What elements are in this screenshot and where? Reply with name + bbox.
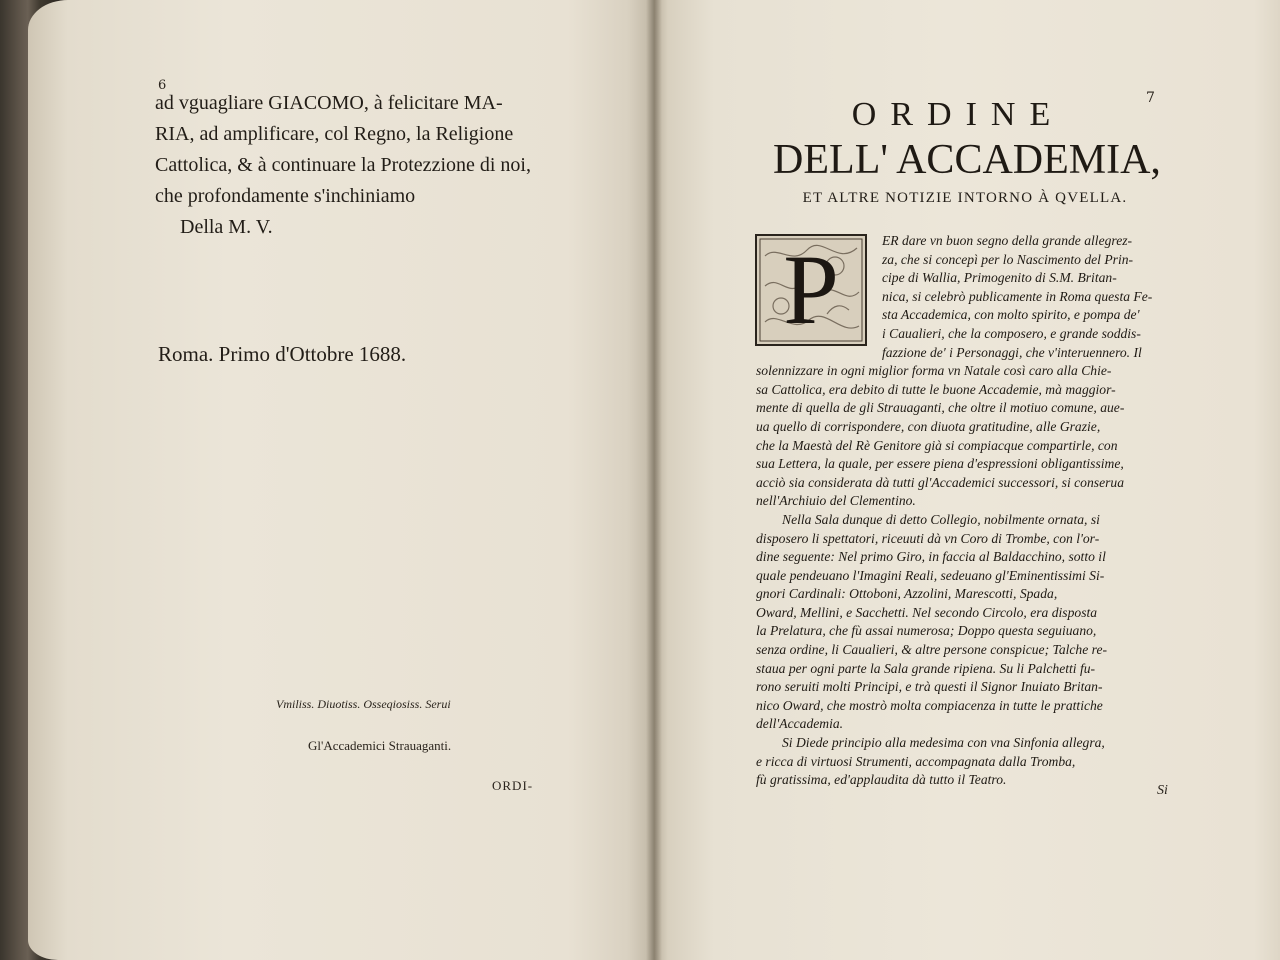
right-text-line: ER dare vn buon segno della grande allegrez- <box>882 233 1133 248</box>
right-text-line: fù gratissima, ed'applaudita dà tutto il Teatro. <box>756 772 1007 788</box>
right-text-line: senza ordine, li Caualieri, & altre persone conspicue; Talche re- <box>756 642 1108 658</box>
servants-line: Vmiliss. Diuotiss. Osseqiosiss. Serui <box>276 697 451 711</box>
right-text-line: cipe di Wallia, Primogenito di S.M. Britan- <box>882 270 1117 286</box>
right-text-line: fazzione de' i Personaggi, che v'interuennero. Il <box>882 344 1142 360</box>
right-text-line: sta Accademica, con molto spirito, e pompa de' <box>882 307 1140 323</box>
dateline: Roma. Primo d'Ottobre 1688. <box>158 342 407 366</box>
right-text-line: ua quello di corrispondere, con diuota gratitudine, alle Grazie, <box>756 418 1101 434</box>
right-text-line: nico Oward, che mostrò molta compiacenza in tutte le prattiche <box>756 697 1103 713</box>
right-text-line: che la Maestà del Rè Genitore già si compiacque compartirle, con <box>756 437 1118 453</box>
left-text-line: che profondamente s'inchiniamo <box>155 185 416 207</box>
right-text-line: nell'Archiuio del Clementino. <box>756 493 916 509</box>
right-text-line: sa Cattolica, era debito di tutte le buone Accademie, mà maggior- <box>756 381 1116 397</box>
left-closing: Della M. V. <box>180 216 273 238</box>
subtitle: ET ALTRE NOTIZIE INTORNO À QVELLA. <box>802 190 1128 206</box>
right-text-line: dell'Accademia. <box>756 716 844 732</box>
right-page-text <box>756 232 1184 790</box>
right-text-line: staua per ogni parte la Sala grande ripiena. Su li Palchetti fu- <box>756 660 1096 676</box>
title-line-2: DELL' ACCADEMIA, <box>773 137 1161 183</box>
right-text-line: disposero li spettatori, riceuuti dà vn Coro di Trombe, con l'or- <box>756 530 1100 546</box>
right-text-line: i Caualieri, che la composero, e grande soddis- <box>882 325 1141 341</box>
right-text-line: Nella Sala dunque di detto Collegio, nobilmente ornata, si <box>782 511 1100 527</box>
left-catchword: ORDI- <box>492 778 534 793</box>
right-text-line: acciò sia considerata dà tutti gl'Accademici successori, si conserua <box>756 474 1124 490</box>
right-text-line: nica, si celebrò publicamente in Roma questa Fe- <box>882 288 1153 304</box>
right-text-line: gnori Cardinali: Ottoboni, Azzolini, Marescotti, Spada, <box>756 586 1058 602</box>
right-text-line: quale pendeuano l'Imagini Reali, sedeuano gl'Eminentissimi Si- <box>756 567 1105 583</box>
initial-letter: P <box>783 234 839 345</box>
right-text-line: la Prelatura, che fù assai numerosa; Doppo questa seguiuano, <box>756 623 1097 639</box>
signature-line: Gl'Accademici Strauaganti. <box>308 738 452 753</box>
right-text-line: sua Lettera, la quale, per essere piena d'espressioni obligantissime, <box>756 456 1124 472</box>
right-text-line: solennizzare in ogni miglior forma vn Natale così caro alla Chie- <box>756 363 1112 379</box>
title-line-1: ORDINE <box>851 96 1065 133</box>
left-text-line: ad vguagliare GIACOMO, à felicitare MA- <box>155 92 503 114</box>
right-text-line: Si Diede principio alla medesima con vna Sinfonia allegra, <box>782 735 1105 751</box>
right-text-line: rono seruiti molti Principi, e trà questi il Signor Inuiato Britan- <box>756 679 1103 695</box>
right-page-number: 7 <box>1146 90 1155 106</box>
right-text-line: mente di quella de gli Strauaganti, che oltre il motiuo comune, aue- <box>756 400 1125 416</box>
left-page-number: 6 <box>158 78 167 93</box>
left-text-line: Cattolica, & à continuare la Protezzione di noi, <box>155 154 531 176</box>
right-text-line: Oward, Mellini, e Sacchetti. Nel secondo Circolo, era disposta <box>756 604 1098 620</box>
book-gutter <box>646 0 662 960</box>
left-page-text <box>155 88 585 243</box>
right-text-line: za, che si concepì per lo Nascimento del Prin- <box>882 251 1134 267</box>
right-text-line: dine seguente: Nel primo Giro, in faccia al Baldacchino, sotto il <box>756 549 1106 565</box>
left-text-line: RIA, ad amplificare, col Regno, la Religione <box>155 123 514 145</box>
right-text-line: e ricca di virtuosi Strumenti, accompagnata dalla Tromba, <box>756 753 1076 769</box>
right-catchword: Si <box>1157 783 1168 798</box>
